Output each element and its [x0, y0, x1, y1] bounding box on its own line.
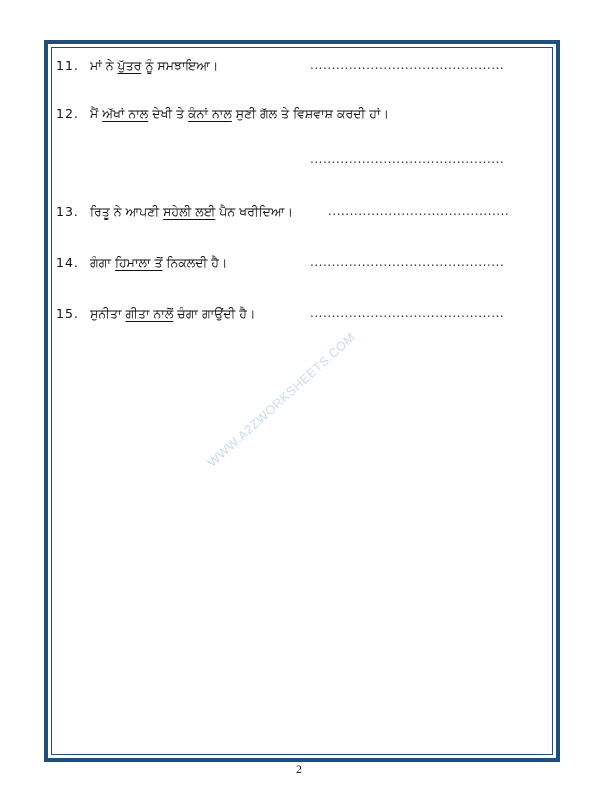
- answer-blank-12[interactable]: .............................................: [310, 152, 505, 166]
- question-12: 12. ਮੈਂ ਅੱਖਾਂ ਨਾਲ ਦੇਖੀ ਤੇ ਕੰਨਾਂ ਨਾਲ ਸੁਣੀ ਗੱਲ ਤੇ ਵਿਸ਼ਵਾਸ਼ ਕਰਦੀ ਹਾਂ।: [56, 106, 389, 121]
- answer-blank-14[interactable]: .............................................: [310, 255, 505, 269]
- underlined-word: ਪੁੱਤਰ: [117, 58, 142, 73]
- answer-blank-11[interactable]: .............................................: [310, 58, 505, 72]
- underlined-word: ਗੀਤਾ ਨਾਲੋਂ: [125, 306, 174, 321]
- underlined-word: ਸਹੇਲੀ ਲਈ: [163, 204, 216, 219]
- underlined-word: ਕੰਨਾਂ ਨਾਲ: [188, 106, 232, 121]
- question-15: 15. ਸੁਨੀਤਾ ਗੀਤਾ ਨਾਲੋਂ ਚੰਗਾ ਗਾਉਂਦੀ ਹੈ।: [56, 306, 256, 321]
- question-13: 13. ਰਿਤੂ ਨੇ ਆਪਣੀ ਸਹੇਲੀ ਲਈ ਪੈਨ ਖਰੀਦਿਆ।: [56, 204, 293, 219]
- answer-blank-15[interactable]: .............................................: [310, 306, 505, 320]
- question-11: 11. ਮਾਂ ਨੇ ਪੁੱਤਰ ਨੂੰ ਸਮਝਾਇਆ।: [56, 58, 219, 73]
- question-14: 14. ਗੰਗਾ ਹਿਮਾਲਾ ਤੋਂ ਨਿਕਲਦੀ ਹੈ।: [56, 255, 228, 270]
- underlined-word: ਅੱਖਾਂ ਨਾਲ: [102, 106, 149, 121]
- page-border: [44, 40, 560, 762]
- watermark: WWW.A2ZWORKSHEETS.COM: [205, 330, 359, 470]
- page-number: 2: [296, 762, 302, 776]
- answer-blank-13[interactable]: ..........................................: [328, 204, 510, 218]
- underlined-word: ਹਿਮਾਲਾ ਤੋਂ: [114, 255, 163, 270]
